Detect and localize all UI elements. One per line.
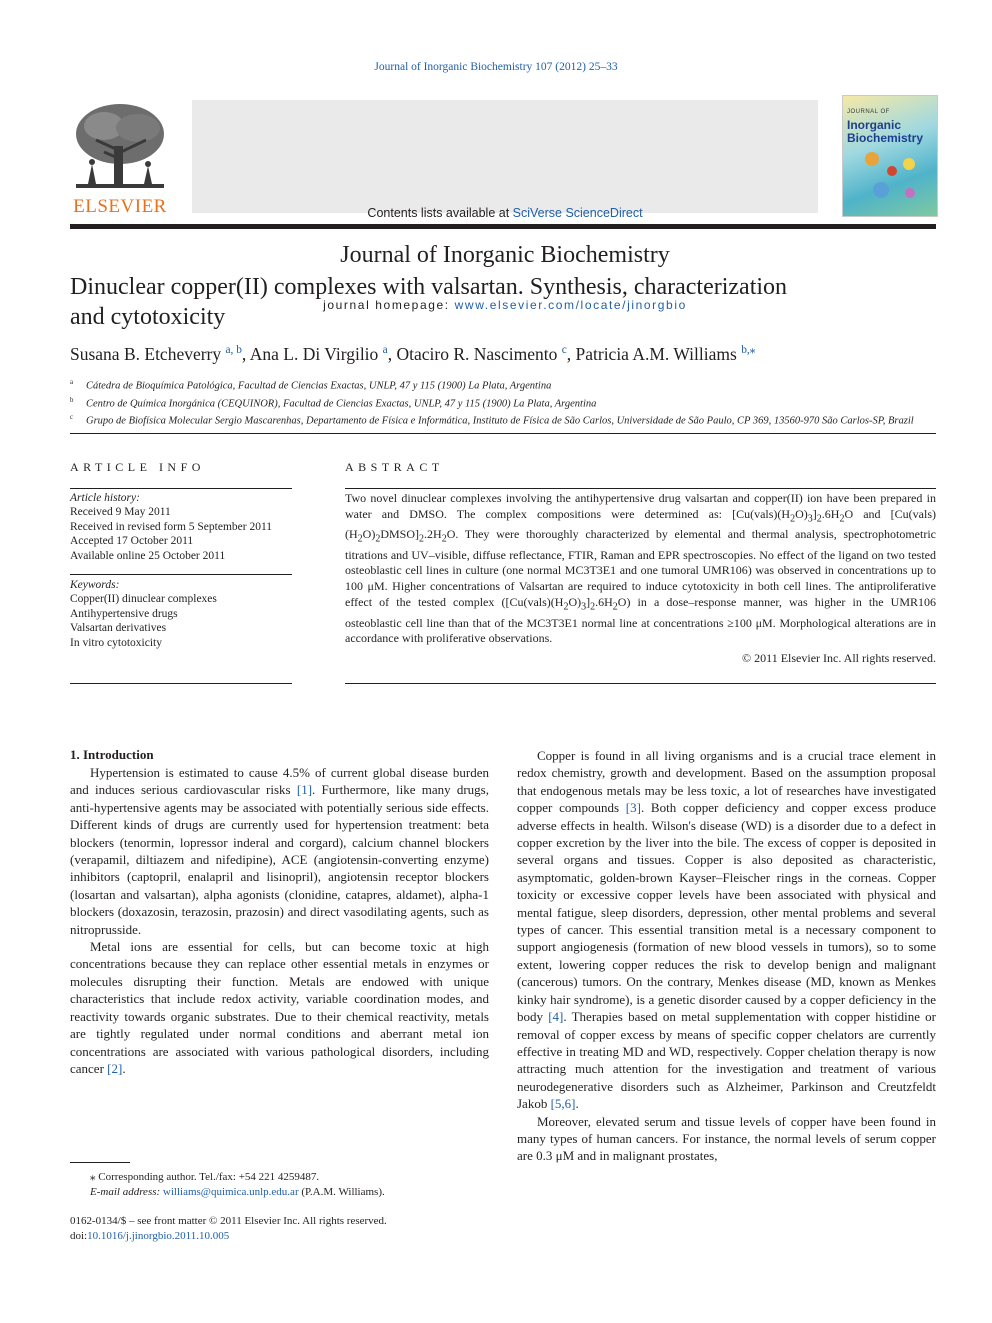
body-paragraph [517, 747, 936, 1113]
cover-title [847, 106, 935, 145]
keywords-label: Keywords: [70, 579, 120, 591]
affiliation-item [70, 394, 936, 412]
tree-icon [66, 100, 174, 196]
author-name[interactable]: Patricia A.M. Williams [575, 343, 737, 364]
subscript: 2 [563, 601, 569, 613]
header-rule [70, 224, 936, 229]
contents-line [192, 206, 818, 220]
text-segment: . Both copper deficiency and copper excess produce adverse effects in health. Wilson's disease (WD) is a disorder due to a defect in copper excretion by the liver into the bile. The excess of copper is deposited in several organs and tissues. Copper is also deposited as characteristic, asymptomatic, golden-brown Kayser–Fleischer rings in the corneas. Copper toxicity or excessive copper levels have been associated with physical and mental fatigue, sleep disorders, depression, other mental problems and several types of cancer. This essential transition metal is a necessary component to support angiogenesis (formation of new blood vessels in tumors), so to some extent, lowering copper reduces the risk to develop benign and malignant (cancerous) tumors. On the contrary, Menkes disease (MD, known as Menkes kinky hair syndrome), is a genetic disorder caused by a copper deficiency in the body [517, 800, 936, 1025]
journal-cover-thumbnail[interactable] [842, 95, 938, 217]
molecule-icon [873, 182, 889, 198]
abstract-copyright: © 2011 Elsevier Inc. All rights reserved. [742, 651, 936, 665]
affiliation-mark: b [70, 396, 74, 404]
text-segment: . Furthermore, like many drugs, anti-hypertensive agents may be associated with potentially serious side effects. Different kinds of drugs are currently used for hypertension treatment: beta blockers (tenormin, lopressor inderal and corgard), calcium channel blockers (verapamil, diltiazem and nifedipine), ACE (angiotensin-converting enzyme) inhibitors (captopril, enalapril and lisinopril), angiotensin receptor blockers (losartan and valsartan), alpha agonists (clonidine, catapres, aldamet), alpha-1 blockers (doxazosin, terazosin, prazosin) and direct vasodilating agents, such as nitroprusside. [70, 782, 489, 937]
section-heading-introduction: 1. Introduction [70, 747, 154, 762]
subscript: 2 [816, 513, 822, 525]
affiliation-item [70, 411, 936, 429]
abstract-segment: DMSO] [380, 527, 420, 542]
text-segment: . [575, 1096, 579, 1112]
abstract-segment: O) [362, 527, 376, 542]
keyword-item: In vitro cytotoxicity [70, 636, 162, 649]
text-segment: . Therapies based on metal supplementation with copper histidine or removal of copper excess by means of specific copper chelators are currently effective in treating MD and WD, respectively. Copper chelation therapy is now attracting much attention for the investigation and treatment of various neurodegenerative disorders such as Alzheimer, Parkinson and Creutzfeldt Jakob [517, 1009, 937, 1112]
subscript: 3 [581, 601, 587, 613]
history-label: Article history: [70, 492, 140, 504]
abstract-segment: ] [812, 506, 817, 521]
affiliation-text: Cátedra de Bioquímica Patológica, Facultad de Ciencias Exactas, UNLP, 47 y 115 (1900) La Plata, Argentina [86, 380, 552, 392]
issn-line: 0162-0134/$ – see front matter © 2011 Elsevier Inc. All rights reserved. [70, 1215, 387, 1227]
affiliation-mark: a [70, 379, 74, 386]
text-segment: . [122, 1060, 126, 1076]
doi-label: doi: [70, 1229, 88, 1242]
history-item: Received in revised form 5 September 2011 [70, 520, 273, 533]
keyword-item: Antihypertensive drugs [70, 607, 178, 620]
body-paragraph: Moreover, elevated serum and tissue levels of copper have been found in many types of human cancers. For instance, the normal levels of serum copper are 0.3 μM and in malignant prostates, [517, 1113, 936, 1164]
footnote-rule [70, 1162, 130, 1163]
reference-link[interactable]: [1] [296, 782, 313, 798]
subscript: 2 [375, 533, 381, 545]
affiliation-rule [70, 433, 936, 434]
divider [70, 683, 292, 684]
abstract-heading: ABSTRACT [345, 460, 444, 474]
abstract-segment: O and [Cu(vals)(H [345, 506, 936, 542]
subscript: 2 [441, 533, 447, 545]
cover-title-line2: Biochemistry [847, 131, 924, 145]
journal-title: Journal of Inorganic Biochemistry [340, 242, 670, 268]
homepage-link[interactable]: www.elsevier.com/locate/jinorgbio [454, 298, 687, 312]
divider [70, 488, 292, 489]
footnotes [70, 1170, 489, 1200]
history-item: Accepted 17 October 2011 [70, 535, 194, 548]
affiliation-item [70, 376, 936, 394]
affiliations [70, 376, 936, 429]
subscript: 2 [612, 601, 618, 613]
cover-small-text: JOURNAL OF [847, 109, 890, 115]
elsevier-wordmark: ELSEVIER [73, 196, 167, 217]
molecule-icon [887, 166, 897, 176]
doi-line [70, 1229, 489, 1244]
article-info-heading: ARTICLE INFO [70, 460, 205, 474]
author-name[interactable]: Ana L. Di Virgilio [249, 343, 379, 364]
email-suffix: (P.A.M. Williams). [298, 1186, 385, 1198]
affiliation-text: Centro de Química Inorgánica (CEQUINOR), Facultad de Ciencias Exactas, UNLP, 47 y 115 (1900) La Plata, Argentina [86, 398, 597, 409]
title-line1: Dinuclear copper(II) complexes with valsartan. Synthesis, characterization [70, 274, 788, 300]
email-link[interactable]: williams@quimica.unlp.edu.ar [162, 1186, 299, 1198]
abstract-text [345, 491, 936, 647]
abstract-segment: .2H [424, 527, 442, 542]
author-list: Susana B. Etcheverry $^{a, b}$, Ana L. Di Virgilio $^a$, Otaciro R. Nascimento $^c$, Patricia A.M. Williams $^{b,⁎}$ [70, 343, 756, 364]
author-affiliation-marks[interactable]: a, b [225, 344, 242, 356]
doi-link[interactable]: 10.1016/j.jinorgbio.2011.10.005 [87, 1229, 230, 1242]
subscript: 2 [790, 513, 796, 525]
text-segment: Copper is found in all living organisms and is a crucial trace element in redox chemistry, growth and development. Based on the assumption proposal that endogenous metals may be less toxic, a lot of researches have investigated copper compounds [517, 748, 936, 816]
divider [345, 683, 936, 684]
homepage-prefix: journal homepage: [323, 298, 455, 312]
abstract-segment: O) [795, 506, 808, 521]
divider [70, 574, 292, 575]
molecule-icon [905, 188, 915, 198]
subscript: 2 [419, 533, 425, 545]
cover-title-line1: Inorganic [847, 118, 902, 132]
email-note [70, 1185, 489, 1200]
subscript: 2 [357, 533, 363, 545]
abstract-segment: Two novel dinuclear complexes involving the antihypertensive drug valsartan and copper(II) ion have been prepared in water and DMSO. The complex compositions were determined as: [Cu(vals)(H [345, 491, 936, 521]
reference-link[interactable]: [2] [107, 1060, 123, 1076]
molecule-icon [865, 152, 879, 166]
article-title [70, 272, 936, 332]
keywords [70, 578, 292, 650]
email-label: E-mail address: [90, 1186, 163, 1198]
molecule-icon [903, 158, 915, 170]
subscript: 2 [590, 601, 596, 613]
journal-citation[interactable]: Journal of Inorganic Biochemistry 107 (2012) 25–33 [374, 61, 618, 73]
divider [345, 488, 936, 489]
title-line2: and cytotoxicity [70, 304, 226, 330]
author-affiliation-marks[interactable]: b,⁎ [741, 344, 756, 356]
body-column-left [70, 764, 489, 1077]
abstract-segment: O) in a dose–response manner, was higher in the UMR106 osteoblastic cell line than that of the MC3T3E1 normal line at concentrations ≥100 μM. Morphological alterations are in accordance with proliferative observations. [345, 595, 936, 646]
reference-link[interactable]: [4] [548, 1009, 564, 1025]
history-item: Available online 25 October 2011 [70, 549, 226, 562]
elsevier-logo [66, 100, 174, 218]
author-affiliation-marks[interactable]: a [382, 344, 388, 356]
text-segment: Hypertension is estimated to cause 4.5% of current global disease burden and induces serious cardiovascular risks [70, 765, 489, 798]
text-segment: Metal ions are essential for cells, but can become toxic at high concentrations because they can replace other essential metals in enzymes or molecules disrupting their function. Metals are endowed with unique characteristics that include redox activity, variable coordination modes, and reactivity towards organic substrates. Due to their chemical reactivity, metals are tightly regulated under normal conditions and aberrant metal ion concentrations are associated with various pathological disorders, including cancer [70, 939, 489, 1076]
history-item: Received 9 May 2011 [70, 506, 171, 519]
author-name[interactable]: Susana B. Etcheverry [70, 343, 222, 364]
author-name[interactable]: Otaciro R. Nascimento [396, 343, 558, 364]
body-column-right [517, 747, 936, 1165]
sciencedirect-link[interactable]: SciVerse ScienceDirect [512, 206, 643, 220]
issn-doi [70, 1214, 489, 1243]
corresponding-author-note: ⁎ Corresponding author. Tel./fax: +54 221 4259487. [90, 1171, 320, 1183]
author-affiliation-marks[interactable]: c [561, 344, 567, 356]
affiliation-text: Grupo de Biofísica Molecular Sergio Mascarenhas, Departamento de Física e Informática, Instituto de Física de São Carlos, Universidade de São Paulo, CP 369, 13560-970 São Carlos-SP, Brazil [86, 415, 914, 427]
subscript: 2 [839, 513, 845, 525]
body-paragraph [70, 938, 489, 1077]
abstract-segment: O) [568, 595, 582, 610]
affiliation-mark: c [70, 414, 74, 421]
abstract-segment: .6H [595, 595, 613, 610]
contents-prefix: Contents lists available at [367, 206, 513, 220]
abstract-segment: O. They were thoroughly characterized by elemental and thermal analysis, spectrophotometric titrations and UV–visible, diffuse reflectance, FTIR, Raman and EPR spectroscopies. No effect of the ligand on two tested osteoblastic cell lines in culture (one normal MC3T3E1 and one tumoral UMR106) was observed in concentrations up to 100 μM. Higher concentrations of Valsartan are required to induce cytotoxicity in both cell lines. The antiproliferative effect of the tested complex ([Cu(vals)(H [345, 527, 936, 610]
reference-link[interactable]: [3] [625, 800, 641, 816]
keyword-item: Copper(II) dinuclear complexes [70, 593, 217, 606]
subscript: 3 [807, 513, 813, 525]
keyword-item: Valsartan derivatives [70, 622, 167, 635]
body-paragraph [70, 764, 489, 938]
article-history [70, 491, 292, 563]
abstract-segment: ] [586, 595, 591, 610]
reference-link[interactable]: [5,6] [550, 1096, 576, 1112]
abstract-segment: .6H [821, 506, 840, 521]
